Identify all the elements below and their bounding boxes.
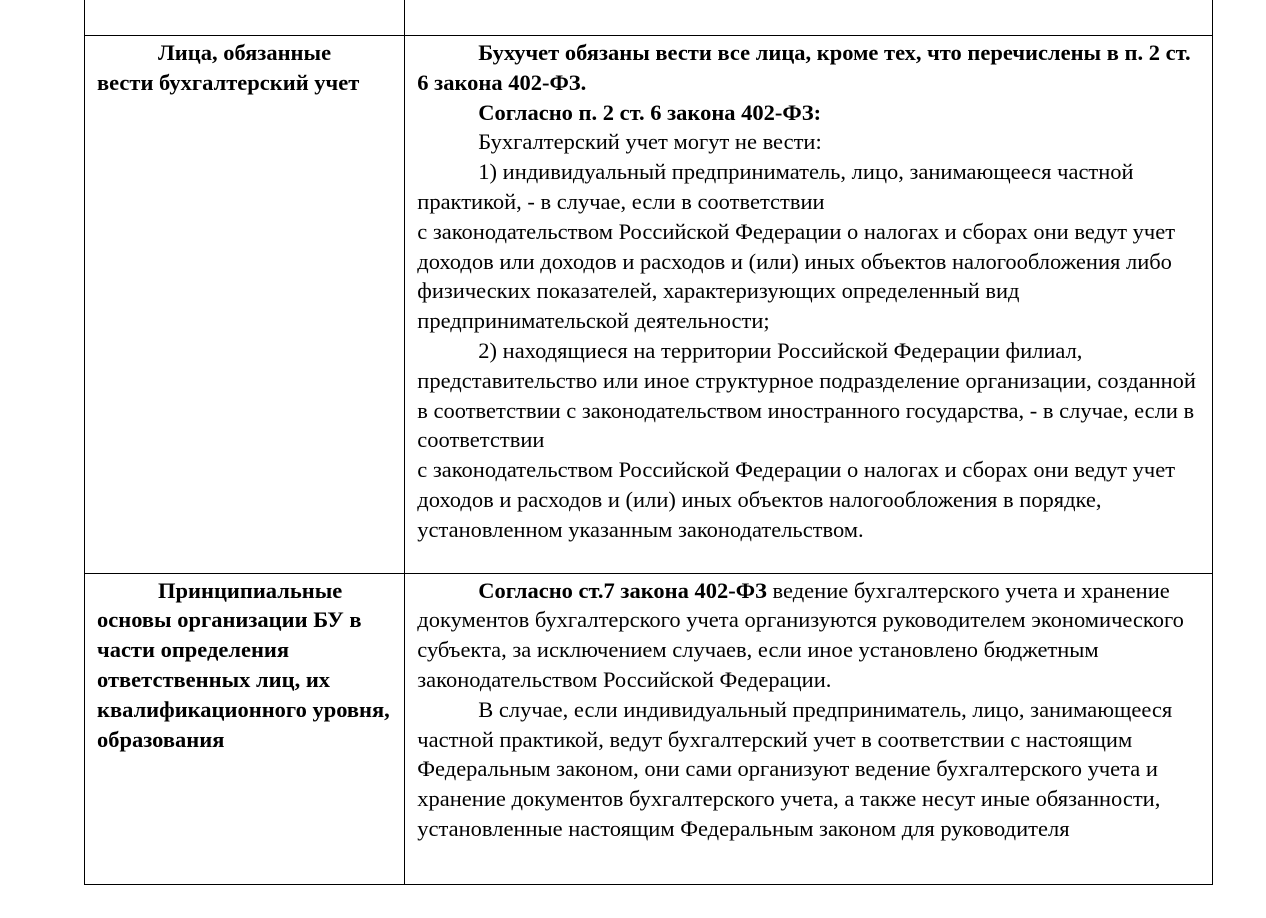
paragraph-bold-intro: Бухучет обязаны вести все лица, кроме тех, что перечислены в п. 2 ст. 6 закона 402-ФЗ. [417,40,1191,95]
row-content-cell [405,36,1213,574]
row-content-cell [405,573,1213,884]
paragraph-text: Бухгалтерский учет могут не вести: [478,129,822,155]
row-heading-cell [85,36,405,574]
list-item-1-part-1: 1) индивидуальный предприниматель, лицо, занимающееся частной практикой, - в случае, если в соответствии [417,159,1134,214]
paragraph-text: ведение бухгалтерского учета и хранение документов бухгалтерского учета организуются руководителем экономического субъекта, за исключением случаев, если иное установлено бюджетным законодательством Российской Федерации. [417,577,1184,692]
paragraph-text: В случае, если индивидуальный предприниматель, лицо, занимающееся частной практикой, ведут бухгалтерский учет в соответствии с настоящим Федеральным законом, они сами организуют ведение бухгалтерского учета и хранение документов бухгалтерского учета, а также несут иные обязанности, установленные настоящим Федеральным законом для руководителя [417,696,1173,841]
paragraph-bold-reference: Согласно ст.7 закона 402-ФЗ [478,577,767,603]
list-item-2-part-2: с законодательством Российской Федерации о налогах и сборах они ведут учет доходов и расходов и (или) иных объектов налогообложения в порядке, установленном указанным законодательством. [417,457,1176,542]
paragraph-article-7 [417,576,1200,695]
list-item-2-part-1: 2) находящиеся на территории Российской Федерации филиал, представительство или иное структурное подразделение организации, созданной в соответствии с законодательством иностранного государства, - в случае, если в соответствии [417,337,1196,453]
table-row-top-cut [85,0,1213,36]
table-cell-right-top [405,0,1213,36]
row-heading: Принципиальные основы организации БУ в части определения ответственных лиц, их квалификационного уровня, образования [97,577,390,752]
table-cell-left-top [85,0,405,36]
row-heading: Лица, обязанные вести бухгалтерский учет [97,40,360,95]
document-table [84,0,1213,885]
table-row-organization-principles [85,573,1213,884]
paragraph-bold-reference: Согласно п. 2 ст. 6 закона 402-ФЗ: [478,99,822,125]
table-row-accounting-obligated [85,36,1213,574]
row-heading-cell [85,573,405,884]
list-item-1-part-2: с законодательством Российской Федерации о налогах и сборах они ведут учет доходов или доходов и расходов и (или) иных объектов налогообложения либо физических показателей, характеризующих определенный вид предпринимательской деятельности; [417,218,1176,334]
